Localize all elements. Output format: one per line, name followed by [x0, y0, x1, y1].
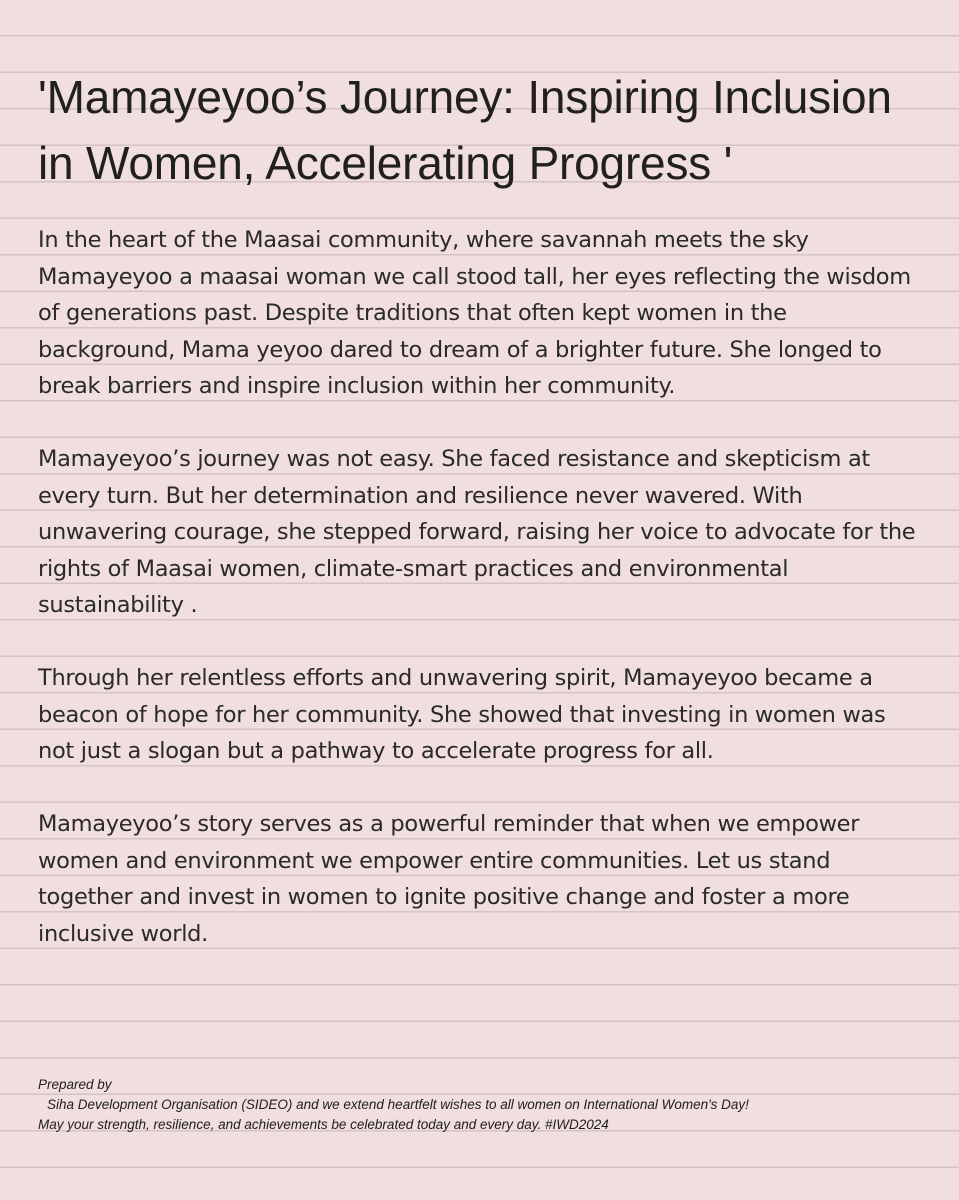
document-page	[38, 64, 918, 989]
paragraph-journey: Mamayeyoo’s journey was not easy. She faced resistance and skepticism at every turn. But her determination and resilience never wavered. With unwavering courage, she stepped forward, raising her voice to advocate for the rights of Maasai women, climate-smart practices and environmental sustainability .	[38, 446, 916, 618]
document-footer	[38, 1075, 918, 1135]
paragraph-beacon-of-hope: Through her relentless efforts and unwavering spirit, Mamayeyoo became a beacon of hope for her community. She showed that investing in women was not just a slogan but a pathway to accelerate progress for all.	[38, 665, 886, 764]
paragraph-introduction: In the heart of the Maasai community, where savannah meets the sky Mamayeyoo a maasai woman we call stood tall, her eyes reflecting the wisdom of generations past. Despite traditions that often kept women in the background, Mama yeyoo dared to dream of a brighter future. She longed to break barriers and inspire inclusion within her community.	[38, 227, 911, 399]
document-title: 'Mamayeyoo’s Journey: Inspiring Inclusion in Women, Accelerating Progress '	[38, 71, 892, 189]
footer-prepared-by: Prepared by	[38, 1077, 112, 1092]
footer-closing-line: May your strength, resilience, and achievements be celebrated today and every day. #IWD2024	[38, 1117, 609, 1132]
paragraph-reminder: Mamayeyoo’s story serves as a powerful reminder that when we empower women and environment we empower entire communities. Let us stand together and invest in women to ignite positive change and foster a more inclusive world.	[38, 811, 860, 947]
footer-organisation-line: Siha Development Organisation (SIDEO) and we extend heartfelt wishes to all women on International Women's Day!	[47, 1097, 749, 1112]
